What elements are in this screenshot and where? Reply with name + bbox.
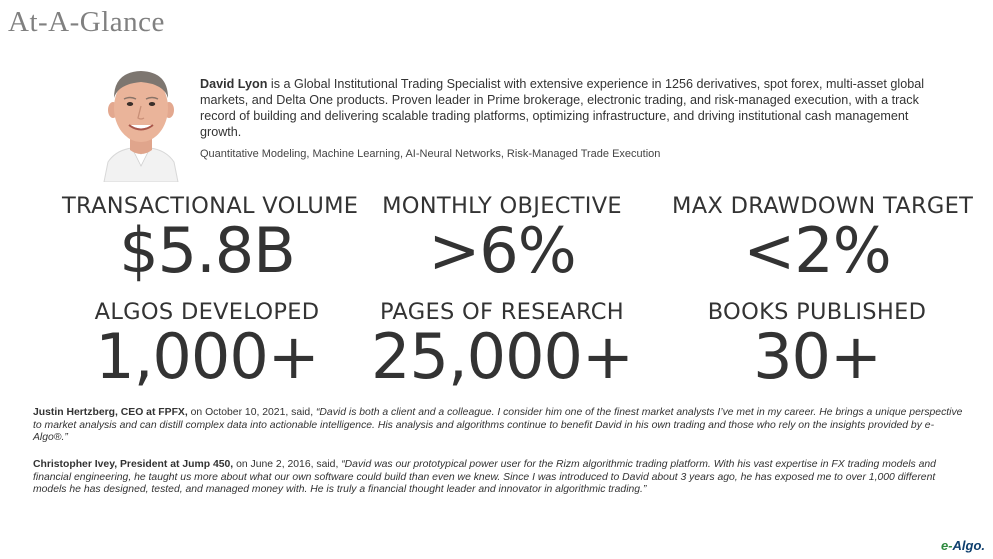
- stat-value: $5.8B: [119, 214, 295, 287]
- testimonial-author: Justin Hertzberg, CEO at FPFX,: [33, 407, 188, 418]
- stat-value: >6%: [428, 214, 576, 287]
- person-portrait-icon: [96, 62, 186, 182]
- testimonial-intro: on October 10, 2021, said,: [187, 407, 316, 418]
- stat-algos-developed: [62, 299, 352, 393]
- stat-label: ALGOS DEVELOPED: [94, 299, 320, 325]
- skills-line: Quantitative Modeling, Machine Learning, AI-Neural Networks, Risk-Managed Trade Execution: [200, 148, 661, 160]
- stat-label: MAX DRAWDOWN TARGET: [672, 193, 974, 219]
- stat-value: 1,000+: [95, 320, 319, 393]
- testimonial-text: “David is both a client and a colleague. I consider him one of the finest market analysts I’ve met in my career. He brings a unique perspective to market analysis and can distill complex data into actionable intelligence. His analysis and algorithms continue to benefit David in his own trading and those who rely on the insights provided by e-Algo®.”: [33, 407, 963, 444]
- e-algo-logo: e-Algo.: [940, 538, 985, 553]
- testimonial-hertzberg: [33, 407, 968, 445]
- stat-max-drawdown-target: [672, 193, 974, 287]
- stat-label: MONTHLY OBJECTIVE: [382, 193, 622, 219]
- stat-label: BOOKS PUBLISHED: [707, 299, 927, 325]
- profile-name: David Lyon: [200, 77, 268, 91]
- page-title: At-A-Glance: [8, 6, 165, 38]
- stat-books-published: [672, 299, 962, 393]
- testimonial-ivey: [33, 459, 968, 497]
- stat-value: 30+: [753, 320, 881, 393]
- testimonial-text: “David was our prototypical power user for the Rizm algorithmic trading platform. With his vast expertise in FX trading models and financial engineering, he taught us more about what our own software could build than even we knew. Since I was introduced to David about 3 years ago, he has exposed me to over 1,000 different models he has designed, tested, and managed money with. He is truly a financial thought leader and innovator in algorithmic trading.”: [33, 459, 936, 496]
- stat-value: <2%: [743, 214, 891, 287]
- testimonial-author: Christopher Ivey, President at Jump 450,: [33, 459, 234, 470]
- stat-pages-of-research: [357, 299, 647, 393]
- bio-text: is a Global Institutional Trading Specialist with extensive experience in 1256 derivatives, spot forex, multi-asset global markets, and Delta One products. Proven leader in Prime brokerage, electronic trading, and risk-managed execution, with a track record of building and delivering scalable trading platforms, optimizing infrastructure, and driving institutional cash management growth.: [200, 77, 925, 139]
- stat-label: TRANSACTIONAL VOLUME: [62, 193, 359, 219]
- stat-label: PAGES OF RESEARCH: [380, 299, 624, 325]
- profile-photo: [96, 62, 186, 182]
- bio-paragraph: [200, 76, 930, 140]
- stat-transactional-volume: [62, 193, 359, 287]
- stat-monthly-objective: [357, 193, 647, 287]
- stat-value: 25,000+: [371, 320, 633, 393]
- testimonial-intro: on June 2, 2016, said,: [233, 459, 342, 470]
